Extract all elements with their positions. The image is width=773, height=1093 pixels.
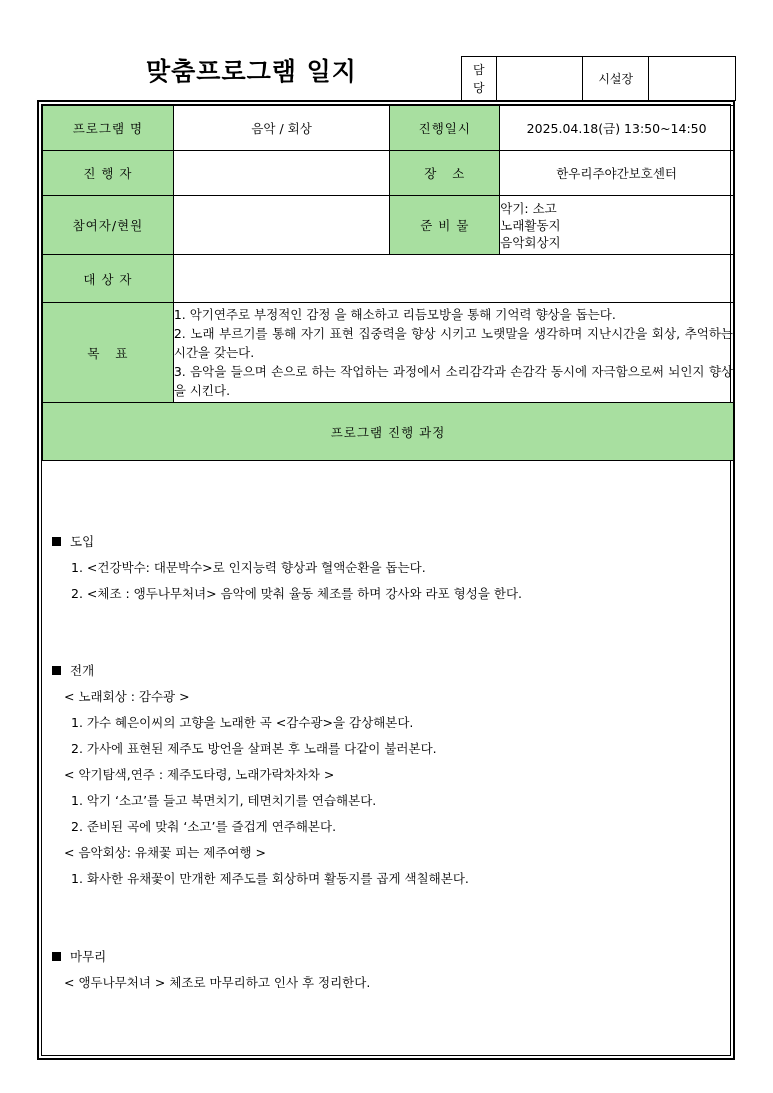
goal-value [173, 303, 733, 403]
approval-director-sign [649, 57, 736, 101]
supply-item: 악기: 소고 [500, 200, 557, 216]
supply-item: 노래활동지 [500, 217, 561, 233]
approval-role: 시설장 [583, 57, 649, 101]
participants-label: 참여자/현원 [43, 196, 174, 255]
goal-item: 1. 악기연주로 부정적인 감정 을 해소하고 리듬모방을 통해 기억력 향상을 돕는다. [173, 307, 616, 322]
square-bullet-icon [52, 952, 61, 961]
program-name-label: 프로그램 명 [43, 106, 174, 151]
main-line: < 노래회상 : 감수광 > [64, 689, 190, 704]
process-header: 프로그램 진행 과정 [43, 403, 734, 461]
goal-item: 3. 음악을 들으며 손으로 하는 작업하는 과정에서 소리감각과 손감각 동시에 자극함으로써 뇌인지 향상을 시킨다. [173, 364, 733, 398]
section-heading: 전개 [70, 663, 95, 678]
log-frame [37, 100, 735, 1060]
section-main [52, 660, 94, 680]
main-line: 1. 악기 ‘소고’를 들고 북면치기, 테면치기를 연습해본다. [71, 793, 377, 808]
closing-line: < 앵두나무처녀 > 체조로 마무리하고 인사 후 정리한다. [64, 975, 371, 990]
section-closing [52, 946, 106, 966]
intro-line: 1. <건강박수: 대문박수>로 인지능력 향상과 혈액순환을 돕는다. [71, 560, 426, 575]
square-bullet-icon [52, 537, 61, 546]
approval-label-2: 당 [472, 80, 485, 95]
date-value: 2025.04.18(금) 13:50~14:50 [500, 106, 734, 151]
section-heading: 도입 [70, 534, 95, 549]
target-label: 대 상 자 [43, 255, 174, 303]
approval-box [461, 56, 736, 101]
approval-staff-sign [496, 57, 583, 101]
supplies-label: 준 비 물 [390, 196, 500, 255]
section-intro [52, 531, 94, 551]
main-line: < 음악회상: 유채꽃 피는 제주여행 > [64, 845, 267, 860]
intro-line: 2. <체조 : 앵두나무처녀> 음악에 맞춰 율동 체조를 하며 강사와 라포 형성을 한다. [71, 586, 522, 601]
main-line: < 악기탐색,연주 : 제주도타령, 노래가락차차차 > [64, 767, 335, 782]
supplies-value [500, 196, 734, 255]
approval-label-1: 담 [472, 62, 485, 77]
leader-label: 진 행 자 [43, 151, 174, 196]
log-frame-inner [41, 104, 731, 1056]
square-bullet-icon [52, 666, 61, 675]
page-title: 맞춤프로그램 일지 [146, 57, 357, 86]
main-line: 1. 가수 혜은이씨의 고향을 노래한 곡 <감수광>을 감상해본다. [71, 715, 414, 730]
main-line: 2. 준비된 곡에 맞춰 ‘소고’를 즐겁게 연주해본다. [71, 819, 337, 834]
leader-value [173, 151, 390, 196]
date-label: 진행일시 [390, 106, 500, 151]
main-line: 1. 화사한 유채꽃이 만개한 제주도를 회상하며 활동지를 곱게 색칠해본다. [71, 871, 469, 886]
goal-item: 2. 노래 부르기를 통해 자기 표현 집중력을 향상 시키고 노랫말을 생각하며 지난시간을 회상, 추억하는 시간을 갖는다. [173, 326, 733, 360]
approval-label [462, 57, 497, 101]
main-line: 2. 가사에 표현된 제주도 방언을 살펴본 후 노래를 다같이 불러본다. [71, 741, 437, 756]
supply-item: 음악회상지 [500, 234, 561, 250]
section-heading: 마무리 [70, 949, 107, 964]
participants-value [173, 196, 390, 255]
info-table [42, 105, 734, 461]
place-value: 한우리주야간보호센터 [500, 151, 734, 196]
program-name-value: 음악 / 회상 [173, 106, 390, 151]
target-value [173, 255, 733, 303]
goal-label: 목 표 [43, 303, 174, 403]
place-label: 장 소 [390, 151, 500, 196]
